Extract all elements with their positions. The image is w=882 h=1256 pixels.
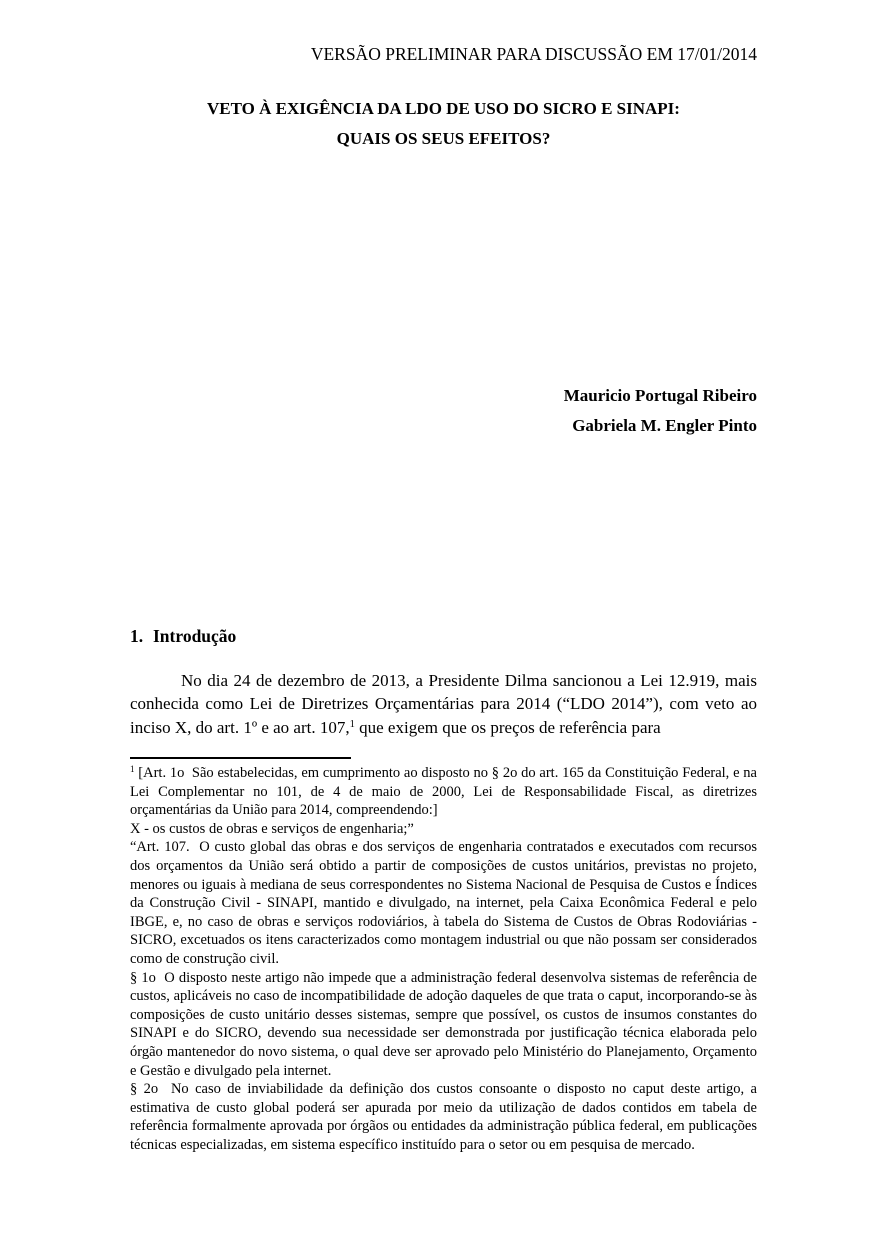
footnote-paragraph: “Art. 107. O custo global das obras e dos serviços de engenharia contratados e executados com recursos dos orçamentos da União será obtido a partir de composições de custos unitários, previstas no projeto, menores ou iguais à mediana de seus correspondentes no Sistema Nacional de Pesquisa de Custos e Índices da Construção Civil - SINAPI, mantido e divulgado, na internet, pela Caixa Econômica Federal e pelo IBGE, e, no caso de obras e serviços rodoviários, à tabela do Sistema de Custos de Obras Rodoviárias - SICRO, excetuados os itens caracterizados como montagem industrial ou que não possam ser considerados como de construção civil. bbox=[130, 839, 757, 967]
footnote-block bbox=[130, 764, 757, 1154]
footnote-separator-rule bbox=[130, 757, 351, 759]
document-title-line-2: QUAIS OS SEUS EFEITOS? bbox=[336, 129, 551, 148]
section-number: 1. bbox=[130, 626, 144, 646]
author-name: Mauricio Portugal Ribeiro bbox=[563, 386, 757, 405]
footnote-number: 1 bbox=[130, 764, 135, 775]
intro-paragraph-text: No dia 24 de dezembro de 2013, a Presidente Dilma sancionou a Lei 12.919, mais conhecida como Lei de Diretrizes Orçamentárias para 2014 (“LDO 2014”), com veto ao inciso X, do art. 1º e ao art. 107, bbox=[130, 671, 757, 737]
footnote-reference-marker: 1 bbox=[349, 719, 355, 731]
authors-block bbox=[564, 381, 757, 441]
author-name: Gabriela M. Engler Pinto bbox=[572, 416, 757, 435]
draft-version-note: VERSÃO PRELIMINAR PARA DISCUSSÃO EM 17/01/2014 bbox=[310, 44, 757, 64]
footnote-paragraph bbox=[130, 764, 757, 820]
intro-paragraph bbox=[130, 669, 757, 739]
footnote-paragraph: § 1o O disposto neste artigo não impede que a administração federal desenvolva sistemas de referência de custos, aplicáveis no caso de incompatibilidade de adoção daqueles de que trata o caput, incorporando-se às composições de custo unitário desses sistemas, sempre que possível, os custos de insumos constantes do SINAPI e do SICRO, devendo sua necessidade ser demonstrada por justificação técnica elaborada pelo órgão mantenedor do novo sistema, o qual deve ser aprovado pelo Ministério do Planejamento, Orçamento e Gestão e divulgado pela internet. bbox=[130, 969, 757, 1079]
intro-paragraph-text-continued: que exigem que os preços de referência para bbox=[354, 717, 661, 737]
footnote-paragraph: § 2o No caso de inviabilidade da definição dos custos consoante o disposto no caput deste artigo, a estimativa de custo global poderá ser apurada por meio da utilização de dados contidos em tabela de referência formalmente aprovada por órgãos ou entidades da administração pública federal, em publicações técnicas especializadas, em sistema específico instituído para o setor ou em pesquisa de mercado. bbox=[130, 1081, 757, 1153]
section-label: Introdução bbox=[153, 626, 237, 646]
document-title-line-1: VETO À EXIGÊNCIA DA LDO DE USO DO SICRO E SINAPI: bbox=[207, 99, 680, 118]
footnote-paragraph: X - os custos de obras e serviços de engenharia;” bbox=[130, 820, 414, 837]
document-title bbox=[130, 94, 757, 154]
section-heading bbox=[130, 624, 236, 648]
footnote-paragraph-text: [Art. 1o São estabelecidas, em cumprimento ao disposto no § 2o do art. 165 da Constituição Federal, e na Lei Complementar no 101, de 4 de maio de 2000, Lei de Responsabilidade Fiscal, as diretrizes orçamentárias da União para 2014, compreendendo:] bbox=[130, 765, 757, 819]
